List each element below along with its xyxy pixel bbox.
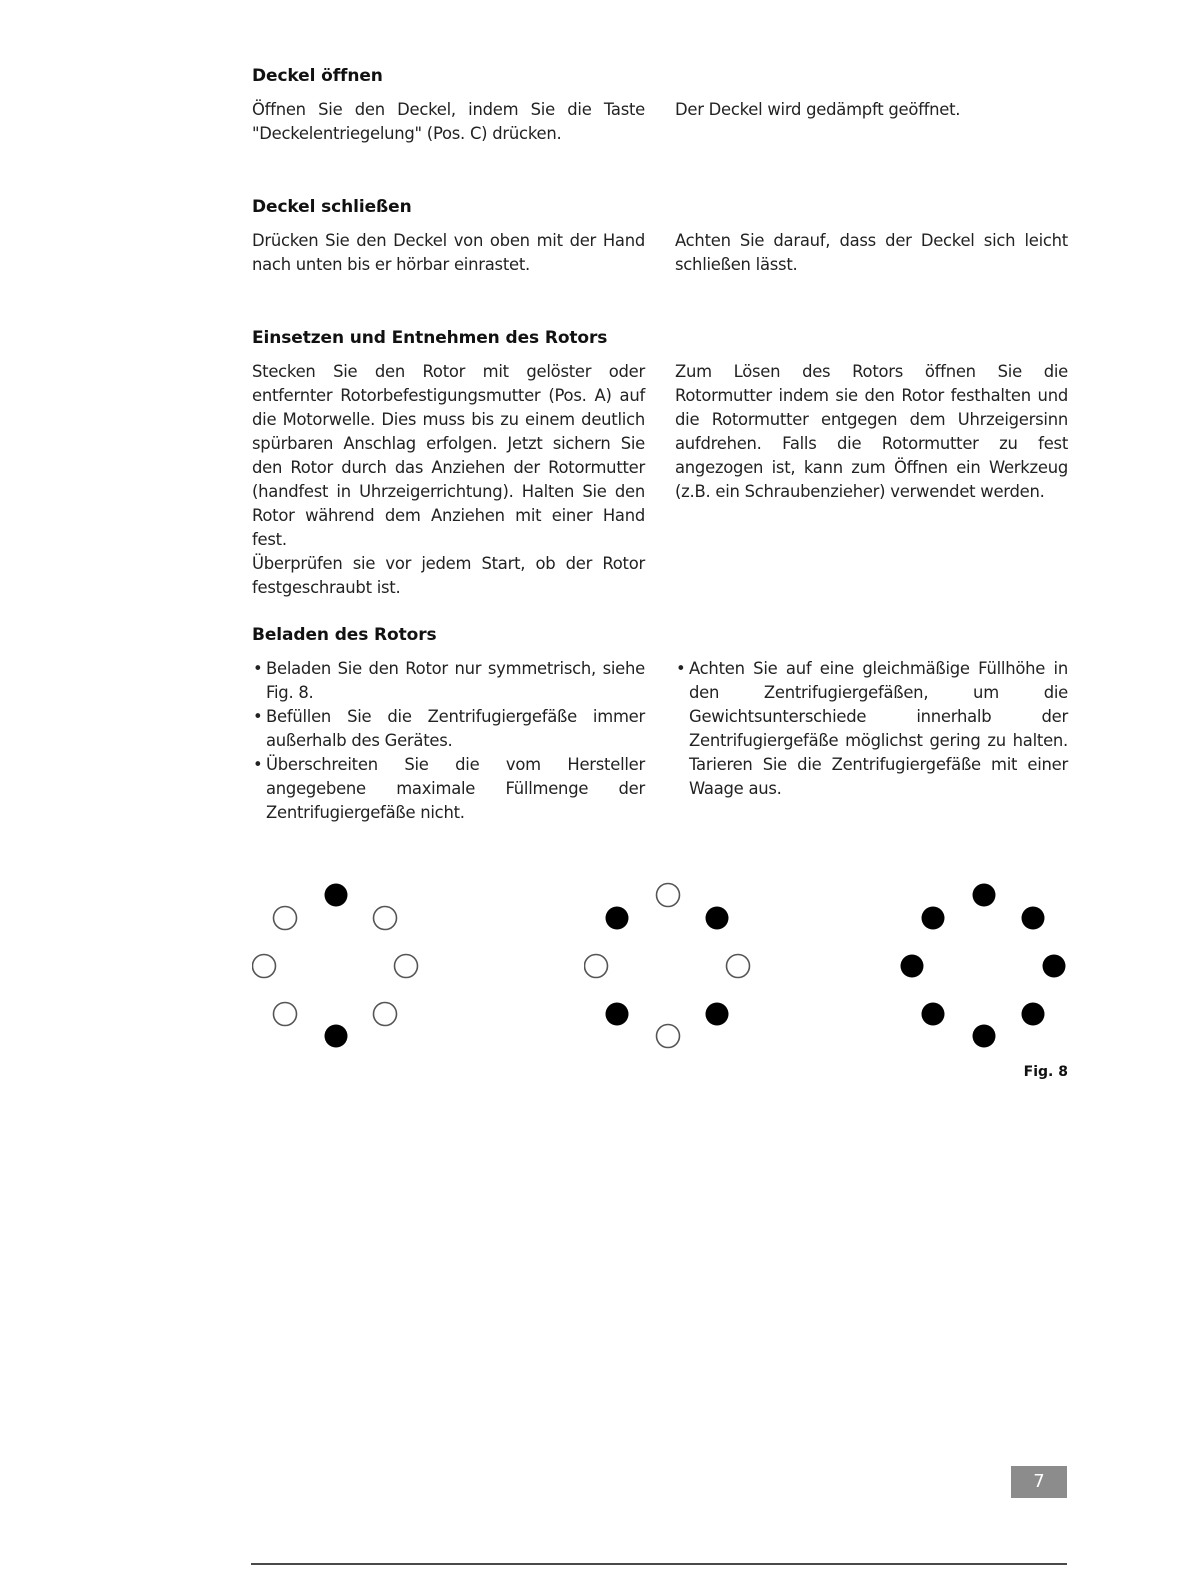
figure-8 [252,878,1068,1088]
empty-tube-circle-icon [657,1025,680,1048]
loaded-tube-circle-icon [706,907,729,930]
loaded-tube-circle-icon [325,1025,348,1048]
loaded-tube-circle-icon [973,1025,996,1048]
section-title: Deckel schließen [252,197,412,217]
rotor-positions [253,884,418,1048]
bullet-item: • Achten Sie auf eine gleichmäßige Füllhöhe in den Zentrifugiergefäßen, um die Gewichtsunterschiede innerhalb der Zentrifugiergefäße möglichst gering zu halten. Tarieren Sie die Zentrifugiergefäße mit einer Waage aus. [675,657,1068,801]
empty-tube-circle-icon [374,1003,397,1026]
loaded-tube-circle-icon [606,1003,629,1026]
bullet-list [675,657,1068,801]
figure-caption: Fig. 8 [1023,1064,1068,1080]
bullet-item: • Überschreiten Sie die vom Hersteller angegebene maximale Füllmenge der Zentrifugiergefäße nicht. [252,753,645,825]
loaded-tube-circle-icon [922,907,945,930]
paragraph: Stecken Sie den Rotor mit gelöster oder entfernter Rotorbefestigungsmutter (Pos. A) auf die Motorwelle. Dies muss bis zu einem deutlich spürbaren Anschlag erfolgen. Jetzt sichern Sie den Rotor durch das Anziehen der Rotormutter (handfest in Uhrzeigerrichtung). Halten Sie den Rotor während dem Anziehen mit einer Hand fest. [252,362,645,549]
left-column [252,360,645,600]
section-einsetzen-entnehmen [252,326,1068,600]
paragraph: Der Deckel wird gedämpft geöffnet. [675,100,961,119]
section-title: Beladen des Rotors [252,625,437,645]
empty-tube-circle-icon [395,955,418,978]
left-column [252,98,645,146]
rotor-positions [901,884,1066,1048]
empty-tube-circle-icon [585,955,608,978]
loaded-tube-circle-icon [325,884,348,907]
rotor-diagram-2-loaded [252,878,432,1058]
paragraph: Überprüfen sie vor jedem Start, ob der Rotor festgeschraubt ist. [252,554,645,597]
right-column [675,657,1068,825]
loaded-tube-circle-icon [973,884,996,907]
section-deckel-schliessen [252,195,1068,277]
empty-tube-circle-icon [274,1003,297,1026]
left-column [252,229,645,277]
paragraph: Öffnen Sie den Deckel, indem Sie die Taste "Deckelentriegelung" (Pos. C) drücken. [252,100,645,143]
right-column [675,229,1068,277]
bullet-item: • Beladen Sie den Rotor nur symmetrisch, siehe Fig. 8. [252,657,645,705]
paragraph: Achten Sie darauf, dass der Deckel sich leicht schließen lässt. [675,231,1068,274]
loaded-tube-circle-icon [1022,907,1045,930]
section-columns [252,229,1068,277]
section-columns [252,360,1068,600]
section-beladen [252,623,1068,825]
right-column [675,360,1068,600]
left-column [252,657,645,825]
bullet-list [252,657,645,825]
rotor-diagram-4-loaded [584,878,764,1058]
empty-tube-circle-icon [253,955,276,978]
loaded-tube-circle-icon [606,907,629,930]
section-columns [252,98,1068,146]
loaded-tube-circle-icon [1022,1003,1045,1026]
page-number: 7 [1011,1466,1067,1498]
loaded-tube-circle-icon [1043,955,1066,978]
section-deckel-oeffnen [252,64,1068,146]
rotor-positions [585,884,750,1048]
empty-tube-circle-icon [274,907,297,930]
empty-tube-circle-icon [657,884,680,907]
loaded-tube-circle-icon [706,1003,729,1026]
right-column [675,98,1068,146]
paragraph: Drücken Sie den Deckel von oben mit der Hand nach unten bis er hörbar einrastet. [252,231,645,274]
rotor-diagram-8-loaded [900,878,1080,1058]
section-title: Deckel öffnen [252,66,383,86]
empty-tube-circle-icon [727,955,750,978]
loaded-tube-circle-icon [901,955,924,978]
footer-divider [251,1563,1067,1565]
paragraph: Zum Lösen des Rotors öffnen Sie die Rotormutter indem sie den Rotor festhalten und die Rotormutter entgegen dem Uhrzeigersinn aufdrehen. Falls die Rotormutter zu fest angezogen ist, kann zum Öffnen ein Werkzeug (z.B. ein Schraubenzieher) verwendet werden. [675,362,1068,501]
section-columns [252,657,1068,825]
section-title: Einsetzen und Entnehmen des Rotors [252,328,608,348]
empty-tube-circle-icon [374,907,397,930]
bullet-item: • Befüllen Sie die Zentrifugiergefäße immer außerhalb des Gerätes. [252,705,645,753]
loaded-tube-circle-icon [922,1003,945,1026]
